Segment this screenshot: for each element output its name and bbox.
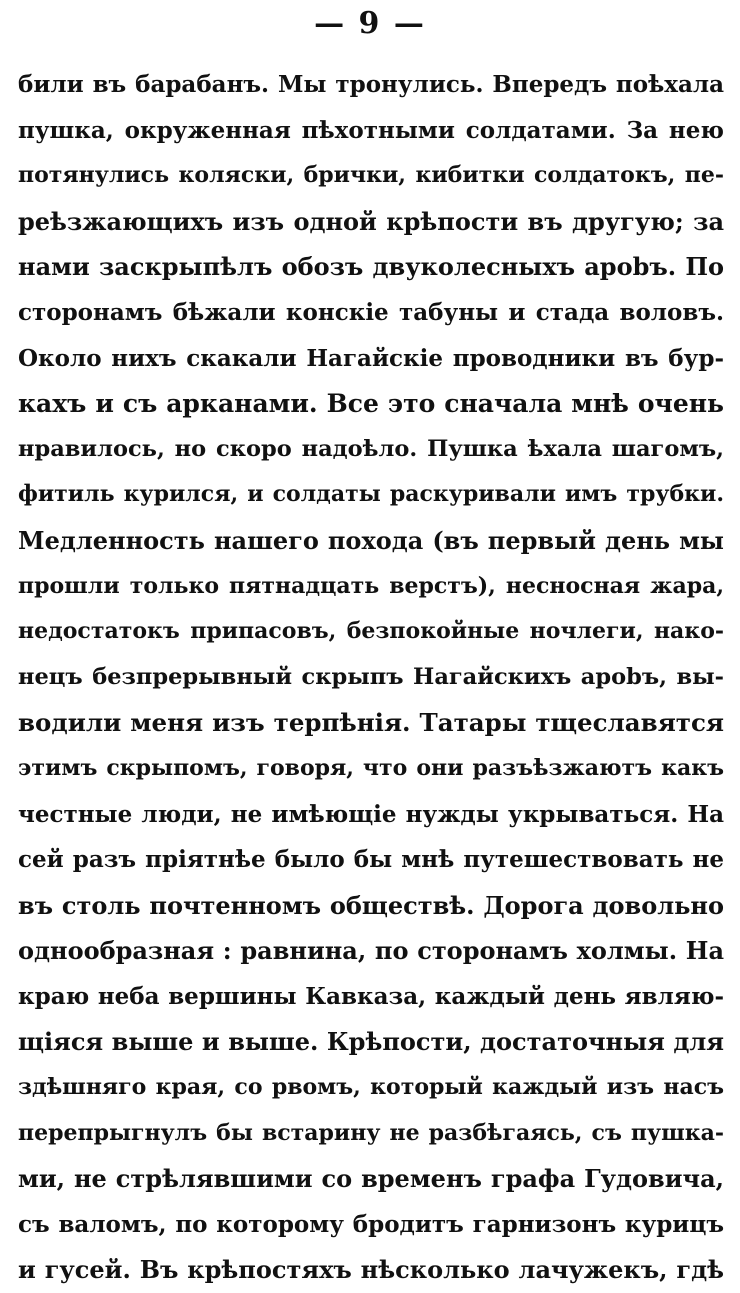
text-line: реѣзжающихъ изъ одной крѣпости въ другую; за [18, 206, 724, 236]
text-line: прошли только пятнадцать верстъ), несносная жара, [18, 572, 724, 599]
text-line: въ столь почтенномъ обществѣ. Дорога довольно [18, 890, 724, 920]
text-line: и гусей. Въ крѣпостяхъ нѣсколько лачужекъ, гдѣ [18, 1255, 724, 1285]
text-line: водили меня изъ терпѣнія. Татары тщеславятся [18, 708, 724, 738]
text-line: честные люди, не имѣющіе нужды укрываться. На [18, 800, 724, 828]
text-line: сторонамъ бѣжали конскіе табуны и стада воловъ. [18, 298, 724, 326]
body-text [18, 62, 724, 1293]
text-line: этимъ скрыпомъ, говоря, что они разъѣзжаютъ какъ [18, 754, 724, 781]
text-line: кахъ и съ арканами. Все это сначала мнѣ очень [18, 389, 724, 419]
text-line: нецъ безпрерывный скрыпъ Нагайскихъ арobъ, вы- [18, 663, 724, 690]
text-line: фитиль курился, и солдаты раскуривали имъ трубки. [18, 481, 724, 508]
text-line: ми, не стрѣлявшими со временъ графа Гудовича, [18, 1164, 724, 1194]
page-number: — 9 — [314, 6, 426, 41]
text-line: нравилось, но скоро надоѣло. Пушка ѣхала шагомъ, [18, 435, 724, 462]
text-line: Медленность нашего похода (въ первый день мы [18, 525, 724, 555]
text-line: щіяся выше и выше. Крѣпости, достаточныя для [18, 1027, 724, 1057]
text-line: потянулись коляски, брички, кибитки солдатокъ, пе- [18, 162, 724, 189]
text-line: сей разъ пріятнѣе было бы мнѣ путешествовать не [18, 846, 724, 874]
text-line: перепрыгнулъ бы встарину не разбѣгаясь, съ пушка- [18, 1119, 724, 1146]
text-line: били въ барабанъ. Мы тронулись. Впередъ поѣхала [18, 71, 724, 98]
text-line: здѣшняго края, со рвомъ, который каждый изъ насъ [18, 1074, 724, 1101]
text-line: пушка, окруженная пѣхотными солдатами. За нею [18, 116, 724, 144]
text-line: нами заскрыпѣлъ обозъ двуколесныхъ арobъ. По [18, 252, 724, 282]
text-line: недостатокъ припасовъ, безпокойные ночлеги, нако- [18, 618, 724, 645]
text-line: съ валомъ, по которому бродитъ гарнизонъ курицъ [18, 1210, 724, 1238]
text-line: краю неба вершины Кавказа, каждый день являю- [18, 982, 724, 1010]
text-line: однообразная : равнина, по сторонамъ холмы. На [18, 936, 724, 966]
text-line: Около нихъ скакали Нагайскіе проводники въ бур- [18, 344, 724, 372]
